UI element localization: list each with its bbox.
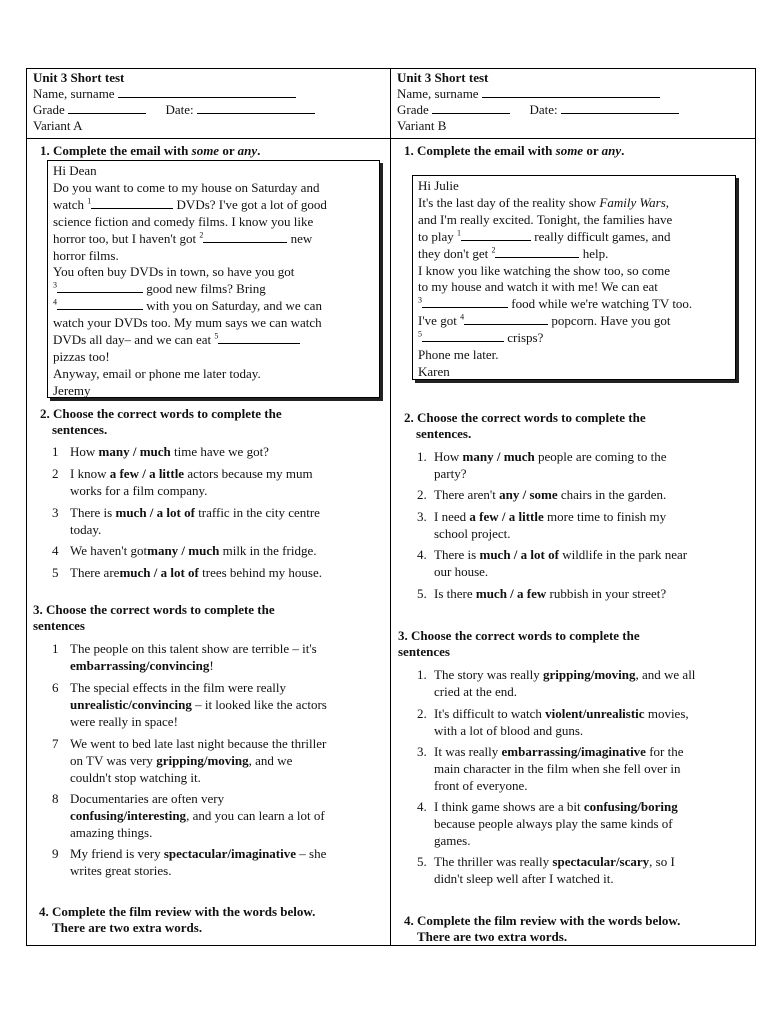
variant-b-header <box>391 69 754 134</box>
variant-b-column: Unit 3 Short test Name, surname Grade Date: Variant B 1. Complete the email with some or any. Hi Julie It's the last day of the reality show Family Wars, and I'm really excited. Tonight, the families have to play $^1$ really difficult games, and they don't get $^2$ help. I know you like watching the show too, so come to my house and watch it with me! We can eat $^3$ food while we're watching TV too. I've got $^4$ popcorn. Have you got $^5$ crisps? Phone me later. Karen 2. Choose the correct words to complete the sentences. 1. How many / much people are coming to the party? 2. There aren't any / some chairs in the garden. 3. I need a few / a little more time to finish my school project. 4. There is much / a lot of wildlife in the park near our house. 5. Is there much / a few rubbish in your street? 3. Choose the correct words to complete the sentences 1. The story was really gripping/moving, and we all cried at the end. 2. It's difficult to watch violent/unrealistic movies, with a lot of blood and guns. 3. It was really embarrassing/imaginative for the main character in the film when she fell over in front of everyone. 4. I think game shows are a bit confusing/boring because people always play the same kinds of games. 5. The thriller was really spectacular/scary, so I didn't sleep well after I watched it. 4. Complete the film review with the words below. There are two extra words. <box>391 69 754 945</box>
gap-3[interactable] <box>57 281 143 293</box>
email-box: Hi Julie It's the last day of the reality show Family Wars, and I'm really excited. Tonight, the families have to play $^1$ really difficult games, and they don't get $^2$ help. I know you like watching the show too, so come to my house and watch it with me! We can eat $^3$ food while we're watching TV too. I've got $^4$ popcorn. Have you got $^5$ crisps? Phone me later. Karen <box>412 175 736 380</box>
test-sheet <box>26 68 756 946</box>
gap-5[interactable] <box>422 330 504 342</box>
variant-label: Variant A <box>33 118 83 133</box>
name-blank[interactable] <box>482 86 660 98</box>
grade-blank[interactable] <box>432 102 510 114</box>
gap-4[interactable] <box>464 313 548 325</box>
gap-2[interactable] <box>203 231 287 243</box>
gap-5[interactable] <box>218 332 300 344</box>
task1-title: 1. Complete the email with some or any. <box>404 143 625 158</box>
task4-title: 4. Complete the film review with the words below. There are two extra words. <box>404 913 681 944</box>
test-title: Unit 3 Short test <box>397 70 489 85</box>
grade-date-line: Grade Date: <box>33 102 384 118</box>
variant-a-header <box>27 69 390 134</box>
gap-1[interactable] <box>461 229 531 241</box>
name-line: Name, surname <box>397 86 748 102</box>
gap-3[interactable] <box>422 296 508 308</box>
task4-title: 4. Complete the film review with the words below. There are two extra words. <box>39 904 316 935</box>
name-line: Name, surname <box>33 86 384 102</box>
gap-2[interactable] <box>495 246 579 258</box>
date-blank[interactable] <box>561 102 679 114</box>
grade-date-line: Grade Date: <box>397 102 748 118</box>
variant-a-column: Unit 3 Short test Name, surname Grade Date: Variant A 1. Complete the email with some or any. Hi Dean Do you want to come to my house on Saturday and watch $^1$ DVDs? I've got a lot of good science fiction and comedy films. I know you like horror too, but I haven't got $^2$ new horror films. You often buy DVDs in town, so have you got $^3$ good new films? Bring $^4$ with you on Saturday, and we can watch your DVDs too. My mum says we can watch DVDs all day– and we can eat $^5$ pizzas too! Anyway, email or phone me later today. Jeremy 2. Choose the correct words to complete the sentences. 1 How many / much time have we got? 2 I know a few / a little actors because my mum works for a film company. 3 There is much / a lot of traffic in the city centre today. 4 We haven't gotmany / much milk in the fridge. 5 There aremuch / a lot of trees behind my house. 3. Choose the correct words to complete the sentences 1 The people on this talent show are terrible – it's embarrassing/convincing! 6 The special effects in the film were really unrealistic/convincing – it looked like the actors were really in space! 7 We went to bed late last night because the thriller on TV was very gripping/moving, and we couldn't stop watching it. 8 Documentaries are often very confusing/interesting, and you can learn a lot of amazing things. 9 My friend is very spectacular/imaginative – she writes great stories. 4. Complete the film review with the words below. There are two extra words. <box>27 69 390 945</box>
name-blank[interactable] <box>118 86 296 98</box>
date-blank[interactable] <box>197 102 315 114</box>
gap-1[interactable] <box>91 197 173 209</box>
task2-title: 2. Choose the correct words to complete the sentences. <box>404 410 646 441</box>
task1-title: 1. Complete the email with some or any. <box>40 143 261 158</box>
task3-title: 3. Choose the correct words to complete the sentences <box>33 602 275 633</box>
variant-label: Variant B <box>397 118 447 133</box>
task2-title: 2. Choose the correct words to complete the sentences. <box>40 406 282 437</box>
email-box: Hi Dean Do you want to come to my house on Saturday and watch $^1$ DVDs? I've got a lot of good science fiction and comedy films. I know you like horror too, but I haven't got $^2$ new horror films. You often buy DVDs in town, so have you got $^3$ good new films? Bring $^4$ with you on Saturday, and we can watch your DVDs too. My mum says we can watch DVDs all day– and we can eat $^5$ pizzas too! Anyway, email or phone me later today. Jeremy <box>47 160 380 398</box>
test-title: Unit 3 Short test <box>33 70 125 85</box>
grade-blank[interactable] <box>68 102 146 114</box>
task3-title: 3. Choose the correct words to complete the sentences <box>398 628 640 659</box>
gap-4[interactable] <box>57 298 143 310</box>
